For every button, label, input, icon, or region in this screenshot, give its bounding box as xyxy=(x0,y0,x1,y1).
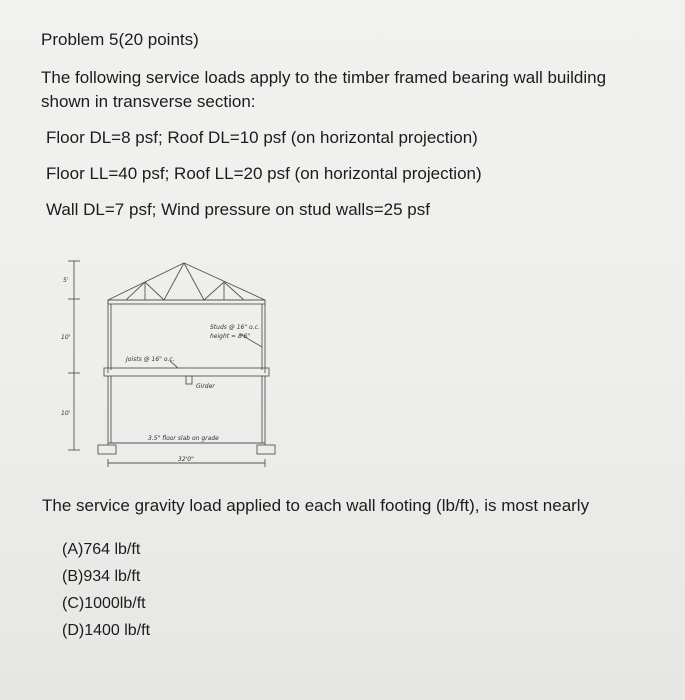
transverse-section-drawing xyxy=(60,255,300,470)
answer-options xyxy=(62,540,150,648)
load-line-floor-roof-ll: Floor LL=40 psf; Roof LL=20 psf (on horizontal projection) xyxy=(46,164,482,183)
problem-title: Problem 5(20 points) xyxy=(41,30,199,49)
girder-note: Girder xyxy=(196,383,215,390)
dim-label-upper: 10' xyxy=(61,334,71,341)
right-footing xyxy=(257,445,275,454)
option-b: (B)934 lb/ft xyxy=(62,568,141,585)
roof-truss-webs xyxy=(126,263,244,300)
top-plate xyxy=(108,300,265,304)
option-a: (A)764 lb/ft xyxy=(62,541,141,558)
left-footing xyxy=(98,445,116,454)
load-line-floor-roof-dl: Floor DL=8 psf; Roof DL=10 psf (on horizontal projection) xyxy=(46,128,478,147)
question-text: The service gravity load applied to each wall footing (lb/ft), is most nearly xyxy=(42,496,590,515)
dim-label-lower: 10' xyxy=(61,410,71,417)
problem-intro: The following service loads apply to the timber framed bearing wall building shown in transverse section: xyxy=(41,68,607,111)
girder xyxy=(186,376,192,384)
stud-note: Studs @ 16" o.c. xyxy=(210,324,260,331)
building-section-figure xyxy=(60,255,300,470)
joist-note: Joists @ 16" o.c. xyxy=(126,356,175,363)
dim-label-roof: 5' xyxy=(63,277,69,284)
load-line-wall-wind: Wall DL=7 psf; Wind pressure on stud walls=25 psf xyxy=(46,200,430,219)
span-label: 32'0" xyxy=(178,456,194,463)
second-floor xyxy=(104,368,269,376)
loads-list xyxy=(46,127,482,235)
stud-height-note: height = 8'6" xyxy=(210,333,251,340)
slab-note: 3.5" floor slab on grade xyxy=(148,435,219,442)
option-d: (D)1400 lb/ft xyxy=(62,622,151,639)
option-c: (C)1000lb/ft xyxy=(62,595,146,612)
